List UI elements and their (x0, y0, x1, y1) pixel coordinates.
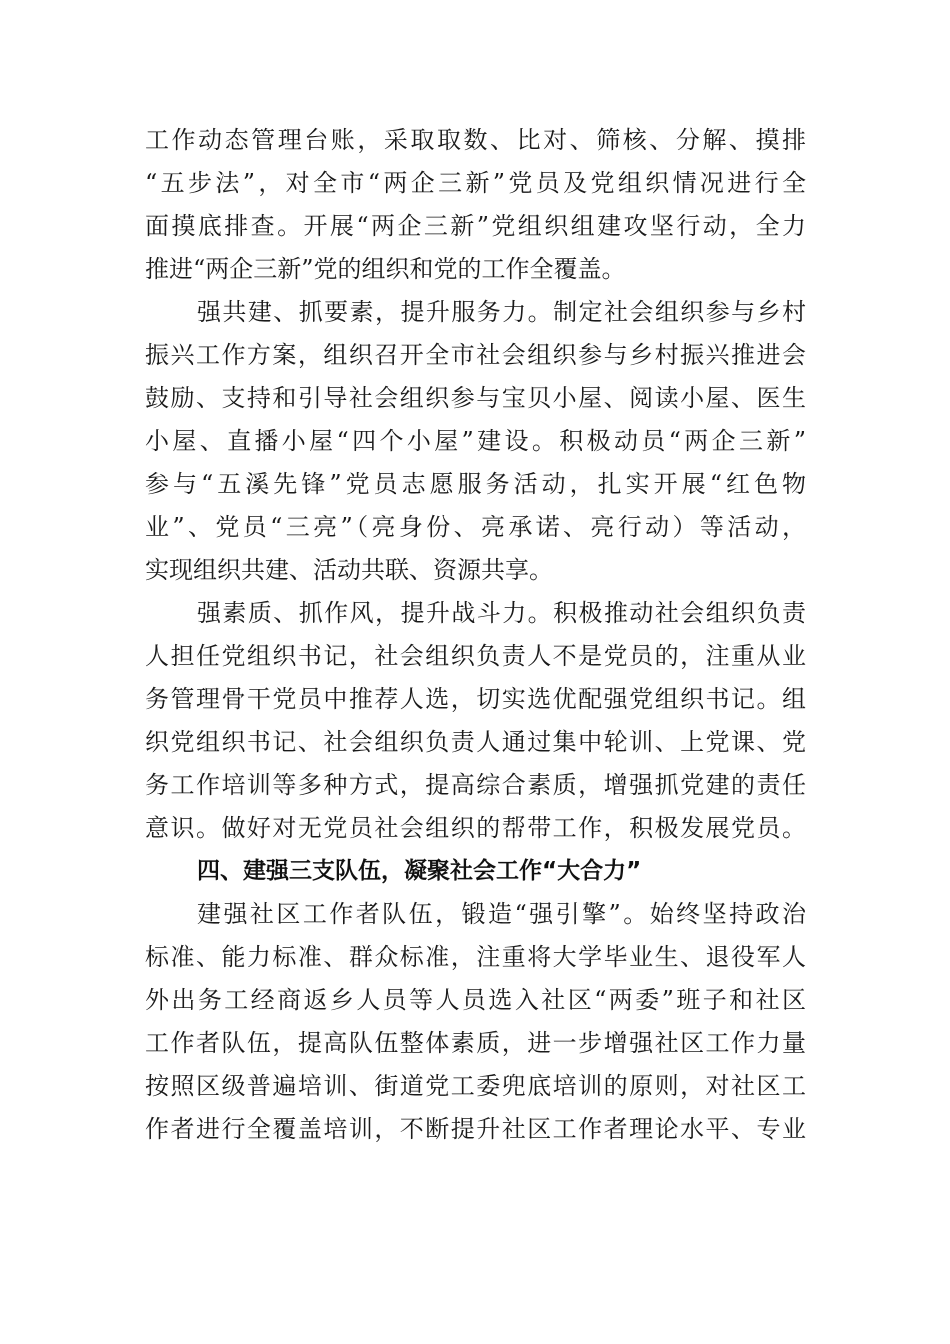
paragraph-3-line-6: 意识。做好对无党员社会组织的帮带工作，积极发展党员。 (145, 814, 806, 842)
paragraph-3-line-2: 人担任党组织书记，社会组织负责人不是党员的，注重从业 (145, 642, 806, 670)
paragraph-2-line-6: 业”、党员“三亮”（亮身份、亮承诺、亮行动）等活动， (145, 513, 806, 541)
paragraph-1-line-3: 面摸底排查。开展“两企三新”党组织组建攻坚行动，全力 (145, 212, 806, 240)
paragraph-2-line-7: 实现组织共建、活动共联、资源共享。 (145, 556, 553, 584)
paragraph-4-line-4: 工作者队伍，提高队伍整体素质，进一步增强社区工作力量 (145, 1029, 806, 1057)
paragraph-3-line-3: 务管理骨干党员中推荐人选，切实选优配强党组织书记。组 (145, 685, 806, 713)
paragraph-3-line-5: 务工作培训等多种方式，提高综合素质，增强抓党建的责任 (145, 771, 806, 799)
paragraph-1-line-4: 推进“两企三新”党的组织和党的工作全覆盖。 (145, 255, 626, 283)
paragraph-2-line-2: 振兴工作方案，组织召开全市社会组织参与乡村振兴推进会 (145, 341, 806, 369)
paragraph-1-line-2: “五步法”，对全市“两企三新”党员及党组织情况进行全 (145, 169, 806, 197)
paragraph-4-line-6: 作者进行全覆盖培训，不断提升社区工作者理论水平、专业 (145, 1115, 806, 1143)
paragraph-2-line-1: 强共建、抓要素，提升服务力。制定社会组织参与乡村 (197, 298, 806, 326)
paragraph-2-line-5: 参与“五溪先锋”党员志愿服务活动，扎实开展“红色物 (145, 470, 806, 498)
paragraph-3-line-4: 织党组织书记、社会组织负责人通过集中轮训、上党课、党 (145, 728, 806, 756)
paragraph-1-line-1: 工作动态管理台账，采取取数、比对、筛核、分解、摸排 (145, 126, 806, 154)
paragraph-2-line-4: 小屋、直播小屋“四个小屋”建设。积极动员“两企三新” (145, 427, 806, 455)
paragraph-3-line-1: 强素质、抓作风，提升战斗力。积极推动社会组织负责 (197, 599, 806, 627)
paragraph-4-line-3: 外出务工经商返乡人员等人员选入社区“两委”班子和社区 (145, 986, 806, 1014)
paragraph-4-line-2: 标准、能力标准、群众标准，注重将大学毕业生、退役军人 (145, 943, 806, 971)
paragraph-4-line-1: 建强社区工作者队伍，锻造“强引擎”。始终坚持政治 (197, 900, 806, 928)
section-heading: 四、建强三支队伍，凝聚社会工作“大合力” (197, 858, 642, 884)
paragraph-4-line-5: 按照区级普遍培训、街道党工委兜底培训的原则，对社区工 (145, 1072, 806, 1100)
paragraph-2-line-3: 鼓励、支持和引导社会组织参与宝贝小屋、阅读小屋、医生 (145, 384, 806, 412)
